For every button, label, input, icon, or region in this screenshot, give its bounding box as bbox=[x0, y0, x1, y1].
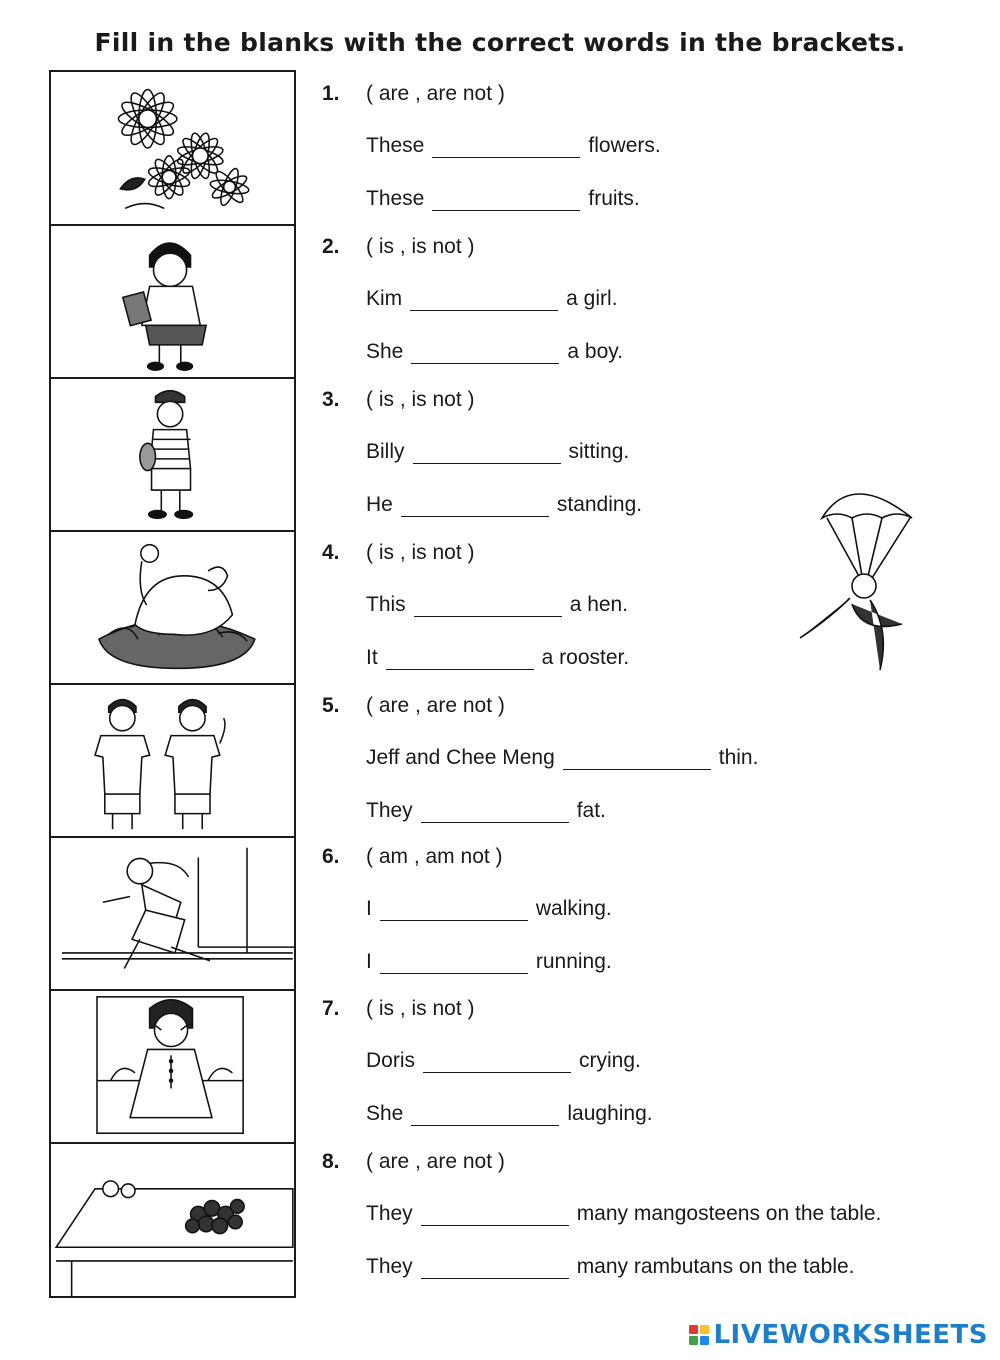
sentence-line bbox=[366, 593, 628, 617]
sentence-line bbox=[366, 493, 642, 517]
answer-blank[interactable] bbox=[421, 1207, 569, 1226]
sentence-end: fruits. bbox=[588, 187, 640, 210]
answer-blank[interactable] bbox=[401, 498, 549, 517]
sentence-start: These bbox=[366, 187, 425, 210]
sentence-line bbox=[366, 187, 640, 211]
sentence-end: laughing. bbox=[567, 1102, 653, 1125]
sentence-line bbox=[366, 950, 612, 974]
answer-blank[interactable] bbox=[411, 1107, 559, 1126]
word-options: ( is , is not ) bbox=[366, 235, 475, 258]
sentence-end: crying. bbox=[579, 1049, 641, 1072]
picture-girl-reading bbox=[49, 224, 296, 379]
sentence-line bbox=[366, 340, 623, 364]
question-number: 8. bbox=[322, 1150, 340, 1173]
question-header bbox=[322, 997, 475, 1021]
picture-two-boys bbox=[49, 683, 296, 838]
picture-fruit-table bbox=[49, 1142, 296, 1298]
sentence-end: sitting. bbox=[568, 440, 630, 463]
question-number: 2. bbox=[322, 235, 340, 258]
girl-running-icon bbox=[51, 838, 294, 989]
answer-blank[interactable] bbox=[411, 345, 559, 364]
sentence-start: He bbox=[366, 493, 393, 516]
picture-hen-in-nest bbox=[49, 530, 296, 685]
sentence-line bbox=[366, 897, 612, 921]
answer-blank[interactable] bbox=[380, 902, 528, 921]
picture-flowers bbox=[49, 70, 296, 226]
question-header bbox=[322, 845, 503, 869]
answer-blank[interactable] bbox=[414, 598, 562, 617]
sentence-start: It bbox=[366, 646, 378, 669]
boy-standing-icon bbox=[51, 379, 294, 530]
sentence-line bbox=[366, 1202, 881, 1226]
sentence-end: many mangosteens on the table. bbox=[576, 1202, 882, 1225]
question-header bbox=[322, 235, 475, 259]
answer-blank[interactable] bbox=[563, 751, 711, 770]
question-header bbox=[322, 82, 505, 106]
answer-blank[interactable] bbox=[432, 139, 580, 158]
answer-blank[interactable] bbox=[421, 1260, 569, 1279]
word-options: ( is , is not ) bbox=[366, 997, 475, 1020]
sentence-line bbox=[366, 1255, 855, 1279]
sentence-start: Kim bbox=[366, 287, 403, 310]
word-options: ( is , is not ) bbox=[366, 388, 475, 411]
sentence-end: walking. bbox=[535, 897, 612, 920]
question-number: 4. bbox=[322, 541, 340, 564]
question-number: 6. bbox=[322, 845, 340, 868]
sentence-start: I bbox=[366, 897, 372, 920]
answer-blank[interactable] bbox=[432, 192, 580, 211]
sentence-line bbox=[366, 440, 629, 464]
sentence-end: flowers. bbox=[588, 134, 661, 157]
answer-blank[interactable] bbox=[386, 651, 534, 670]
question-number: 5. bbox=[322, 694, 340, 717]
logo-mark-icon bbox=[689, 1325, 709, 1345]
sentence-start: They bbox=[366, 1255, 413, 1278]
question-header bbox=[322, 1150, 505, 1174]
sentence-end: a girl. bbox=[566, 287, 618, 310]
sentence-line bbox=[366, 799, 606, 823]
sentence-line bbox=[366, 1049, 641, 1073]
answer-blank[interactable] bbox=[423, 1054, 571, 1073]
answer-blank[interactable] bbox=[421, 804, 569, 823]
sentence-start: Billy bbox=[366, 440, 405, 463]
hen-in-nest-icon bbox=[51, 532, 294, 683]
sentence-end: many rambutans on the table. bbox=[576, 1255, 855, 1278]
liveworksheets-logo bbox=[689, 1320, 988, 1350]
sentence-line bbox=[366, 646, 629, 670]
word-options: ( is , is not ) bbox=[366, 541, 475, 564]
sentence-start: This bbox=[366, 593, 406, 616]
sentence-start: These bbox=[366, 134, 425, 157]
girl-crying-icon bbox=[51, 991, 294, 1142]
sentence-start: Doris bbox=[366, 1049, 416, 1072]
question-header bbox=[322, 694, 505, 718]
question-header bbox=[322, 541, 475, 565]
answer-blank[interactable] bbox=[413, 445, 561, 464]
picture-column bbox=[49, 70, 298, 1298]
answer-blank[interactable] bbox=[410, 292, 558, 311]
sentence-start: She bbox=[366, 340, 404, 363]
picture-girl-crying bbox=[49, 989, 296, 1144]
worksheet-title: Fill in the blanks with the correct words in the brackets. bbox=[94, 28, 906, 57]
sentence-start: She bbox=[366, 1102, 404, 1125]
sentence-end: a hen. bbox=[569, 593, 629, 616]
girl-reading-icon bbox=[51, 226, 294, 377]
picture-boy-standing bbox=[49, 377, 296, 532]
flowers-icon bbox=[51, 72, 294, 224]
sentence-end: a rooster. bbox=[541, 646, 630, 669]
word-options: ( are , are not ) bbox=[366, 694, 505, 717]
logo-text: LIVEWORKSHEETS bbox=[713, 1320, 988, 1350]
sentence-start: Jeff and Chee Meng bbox=[366, 746, 555, 769]
sentence-line bbox=[366, 287, 618, 311]
question-number: 7. bbox=[322, 997, 340, 1020]
sentence-start: I bbox=[366, 950, 372, 973]
picture-girl-running bbox=[49, 836, 296, 991]
word-options: ( are , are not ) bbox=[366, 82, 505, 105]
sentence-line bbox=[366, 746, 758, 770]
question-number: 3. bbox=[322, 388, 340, 411]
sentence-end: thin. bbox=[718, 746, 759, 769]
sentence-line bbox=[366, 1102, 653, 1126]
sentence-start: They bbox=[366, 799, 413, 822]
answer-blank[interactable] bbox=[380, 955, 528, 974]
sentence-end: running. bbox=[535, 950, 612, 973]
sentence-end: a boy. bbox=[567, 340, 624, 363]
word-options: ( are , are not ) bbox=[366, 1150, 505, 1173]
sentence-line bbox=[366, 134, 661, 158]
two-boys-icon bbox=[51, 685, 294, 836]
word-options: ( am , am not ) bbox=[366, 845, 503, 868]
sentence-start: They bbox=[366, 1202, 413, 1225]
question-header bbox=[322, 388, 475, 412]
question-number: 1. bbox=[322, 82, 340, 105]
sentence-end: fat. bbox=[576, 799, 606, 822]
parachute-icon bbox=[792, 468, 922, 678]
fruit-table-icon bbox=[51, 1144, 294, 1296]
sentence-end: standing. bbox=[556, 493, 643, 516]
